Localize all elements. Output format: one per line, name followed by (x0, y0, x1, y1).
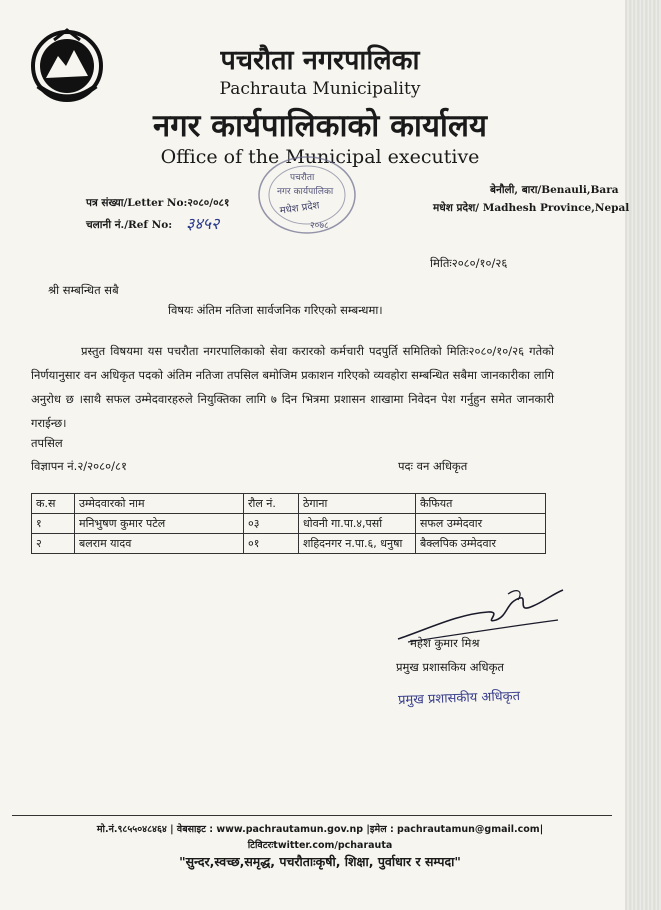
col-remarks: कैफियत (416, 494, 546, 514)
col-candidate-name: उम्मेदवारको नाम (75, 494, 244, 514)
cell-address: शहिदनगर न.पा.६, धनुषा (299, 534, 416, 554)
handwritten-signature (388, 584, 568, 644)
cell-address: धोवनी गा.पा.४,पर्सा (299, 514, 416, 534)
footer-slogan: "सुन्दर,स्वच्छ,समृद्ध, पचरौताःकृषी, शिक्षा, पुर्वाधार र सम्पदा" (179, 854, 461, 869)
table-row (32, 534, 546, 554)
cell-sn: १ (32, 514, 75, 534)
signatory-name: महेश कुमार मिश्र (410, 636, 480, 650)
candidate-table (31, 493, 546, 554)
col-address: ठेगाना (299, 494, 416, 514)
cell-name: बलराम यादव (75, 534, 244, 554)
signatory-stamp: प्रमुख प्रशासकीय अधिकृत (397, 688, 521, 709)
ref-label: चलानी नं./Ref No: (86, 219, 173, 231)
footer-contact: मो.नं.९८५५०४८४६४ | वेबसाइट : www.pachrautamun.gov.np |इमेल : pachrautamun@gmail.com| (96, 824, 544, 835)
letter-number: पत्र संख्या/Letter No:२०८०/०८१ (86, 197, 230, 209)
letter-body: प्रस्तुत विषयमा यस पचरौता नगरपालिकाको सेवा करारको कर्मचारी पदपुर्ति समितिको मितिः२०८०/१०/२६ गतेको निर्णयानुसार वन अधिकृत पदको अंतिम नतिजा तपसिल बमोजिम प्रकाशन गरिएको व्यवहोरा सम्बन्धित सबैमा जानकारीका लागि अनुरोध छ ।साथै सफल उम्मेदवारहरुले नियुक्तिका लागि ७ दिन भित्रमा प्रशासन शाखामा निवेदन पेश गर्नुहुन समेत जानकारी गराईन्छ। (31, 344, 554, 430)
post-name: पदः वन अधिकृत (398, 459, 468, 473)
cell-remarks: बैक्लपिक उम्मेदवार (416, 534, 546, 554)
svg-text:२०७८: २०७८ (310, 221, 329, 231)
signatory-title: प्रमुख प्रशासकिय अधिकृत (396, 660, 504, 674)
table-header-row (32, 494, 546, 514)
letter-date: मितिः२०८०/१०/२६ (430, 256, 508, 270)
office-title-np: नगर कार्यपालिकाको कार्यालय (153, 108, 487, 144)
ref-number-handwritten: ३४५२ (186, 214, 220, 233)
footer-twitter: टिविटरःtwitter.com/pcharauta (247, 840, 393, 851)
municipality-title-en: Pachrauta Municipality (219, 79, 421, 99)
scan-edge (625, 0, 661, 910)
col-roll-no: रौल नं. (244, 494, 299, 514)
office-title-en: Office of the Municipal executive (160, 146, 480, 168)
footer-divider (12, 815, 612, 816)
table-row (32, 514, 546, 534)
cell-roll: ०१ (244, 534, 299, 554)
cell-remarks: सफल उम्मेदवार (416, 514, 546, 534)
subject: विषयः अंतिम नतिजा सार्वजनिक गरिएको सम्बन्धमा। (168, 303, 383, 317)
address-line-2: मधेश प्रदेश/ Madhesh Province,Nepal (433, 202, 630, 214)
address-line-1: बेनौली, बारा/Benauli,Bara (490, 184, 619, 196)
svg-text:मधेश प्रदेश: मधेश प्रदेश (279, 200, 321, 217)
cell-name: मनिभुषण कुमार पटेल (75, 514, 244, 534)
advertisement-number: विज्ञापन नं.२/२०८०/८१ (31, 459, 127, 473)
cell-roll: ०३ (244, 514, 299, 534)
svg-text:पचरौता: पचरौता (290, 173, 315, 183)
col-sn: क.स (32, 494, 75, 514)
nepal-emblem-logo (28, 26, 106, 104)
municipality-title-np: पचरौता नगरपालिका (220, 45, 420, 76)
cell-sn: २ (32, 534, 75, 554)
office-seal (252, 150, 372, 240)
svg-text:नगर कार्यपालिका: नगर कार्यपालिका (277, 187, 334, 197)
tapasil-label: तपसिल (31, 436, 63, 450)
recipient: श्री सम्बन्धित सबै (48, 283, 119, 297)
